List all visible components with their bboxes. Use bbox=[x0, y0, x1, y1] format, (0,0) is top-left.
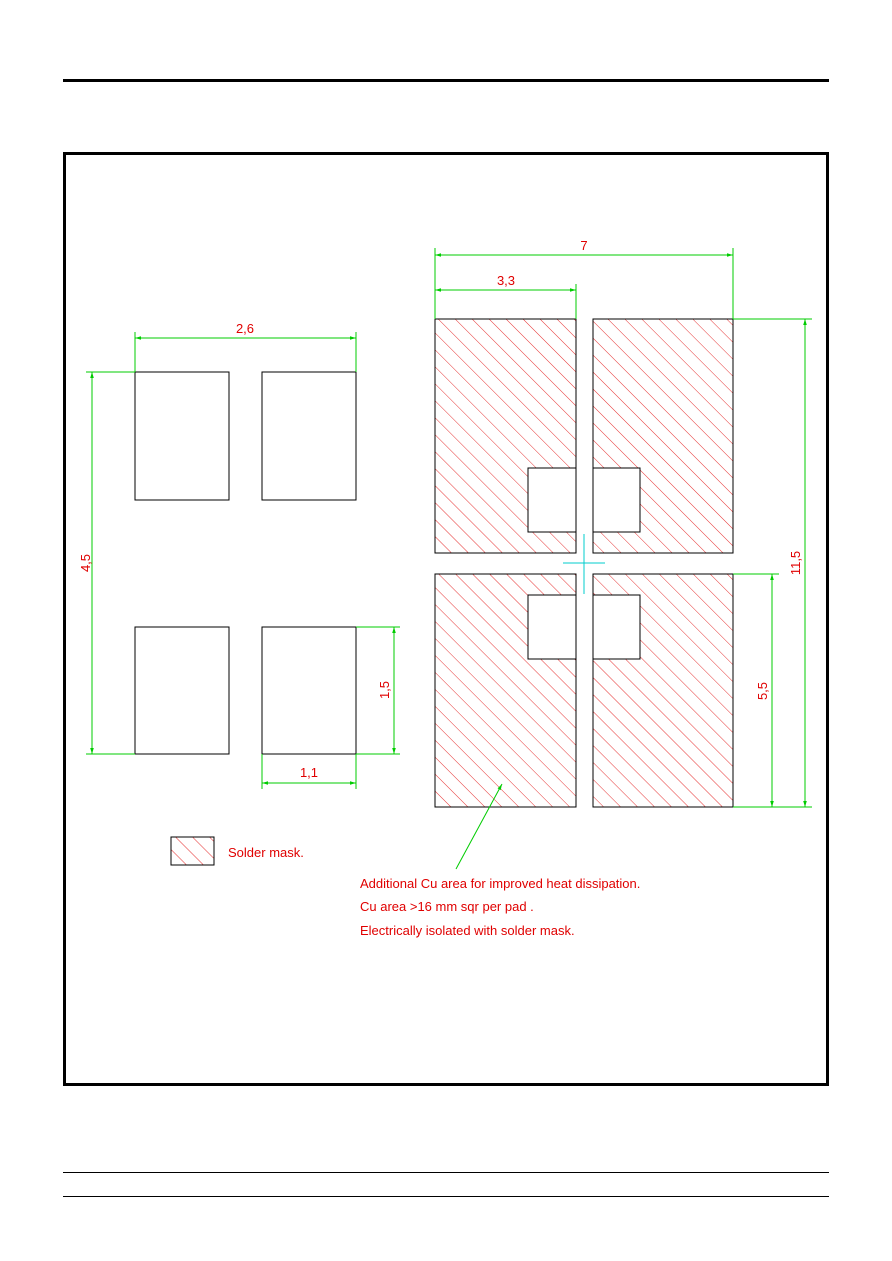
small-footprint bbox=[78, 321, 400, 789]
small-pad-bottom-right bbox=[262, 627, 356, 754]
dimension-label-large-width: 7 bbox=[580, 238, 588, 253]
note-line-1: Additional Cu area for improved heat dissipation. bbox=[360, 876, 641, 891]
dimension-label-small-pad-height: 1,5 bbox=[377, 680, 392, 700]
dimension-label-large-pad-height: 5,5 bbox=[755, 681, 770, 701]
dimension-label-large-pad-width: 3,3 bbox=[496, 273, 516, 288]
dimension-small-height bbox=[86, 372, 135, 754]
notes bbox=[360, 876, 640, 938]
pad-opening-bottom-left bbox=[528, 595, 576, 659]
small-pad-top-right bbox=[262, 372, 356, 500]
small-pad-top-left bbox=[135, 372, 229, 500]
large-footprint bbox=[435, 238, 812, 869]
dimension-label-large-height: 11,5 bbox=[788, 550, 803, 576]
legend-solder-mask-label: Solder mask. bbox=[228, 845, 304, 860]
dimension-large-pad-width bbox=[435, 284, 576, 319]
pad-opening-top-right bbox=[593, 468, 640, 532]
dimension-small-width bbox=[135, 332, 356, 372]
dimension-label-small-pad-width: 1,1 bbox=[299, 765, 319, 780]
pad-opening-bottom-right bbox=[593, 595, 640, 659]
pad-opening-top-left bbox=[528, 468, 576, 532]
note-line-3: Electrically isolated with solder mask. bbox=[360, 923, 575, 938]
legend bbox=[171, 837, 304, 865]
dimension-label-small-height: 4,5 bbox=[78, 553, 93, 573]
small-pad-bottom-left bbox=[135, 627, 229, 754]
dimension-label-small-width: 2,6 bbox=[235, 321, 255, 336]
legend-solder-mask-swatch bbox=[171, 837, 214, 865]
dimension-large-width bbox=[435, 248, 733, 319]
note-line-2: Cu area >16 mm sqr per pad . bbox=[360, 899, 534, 914]
